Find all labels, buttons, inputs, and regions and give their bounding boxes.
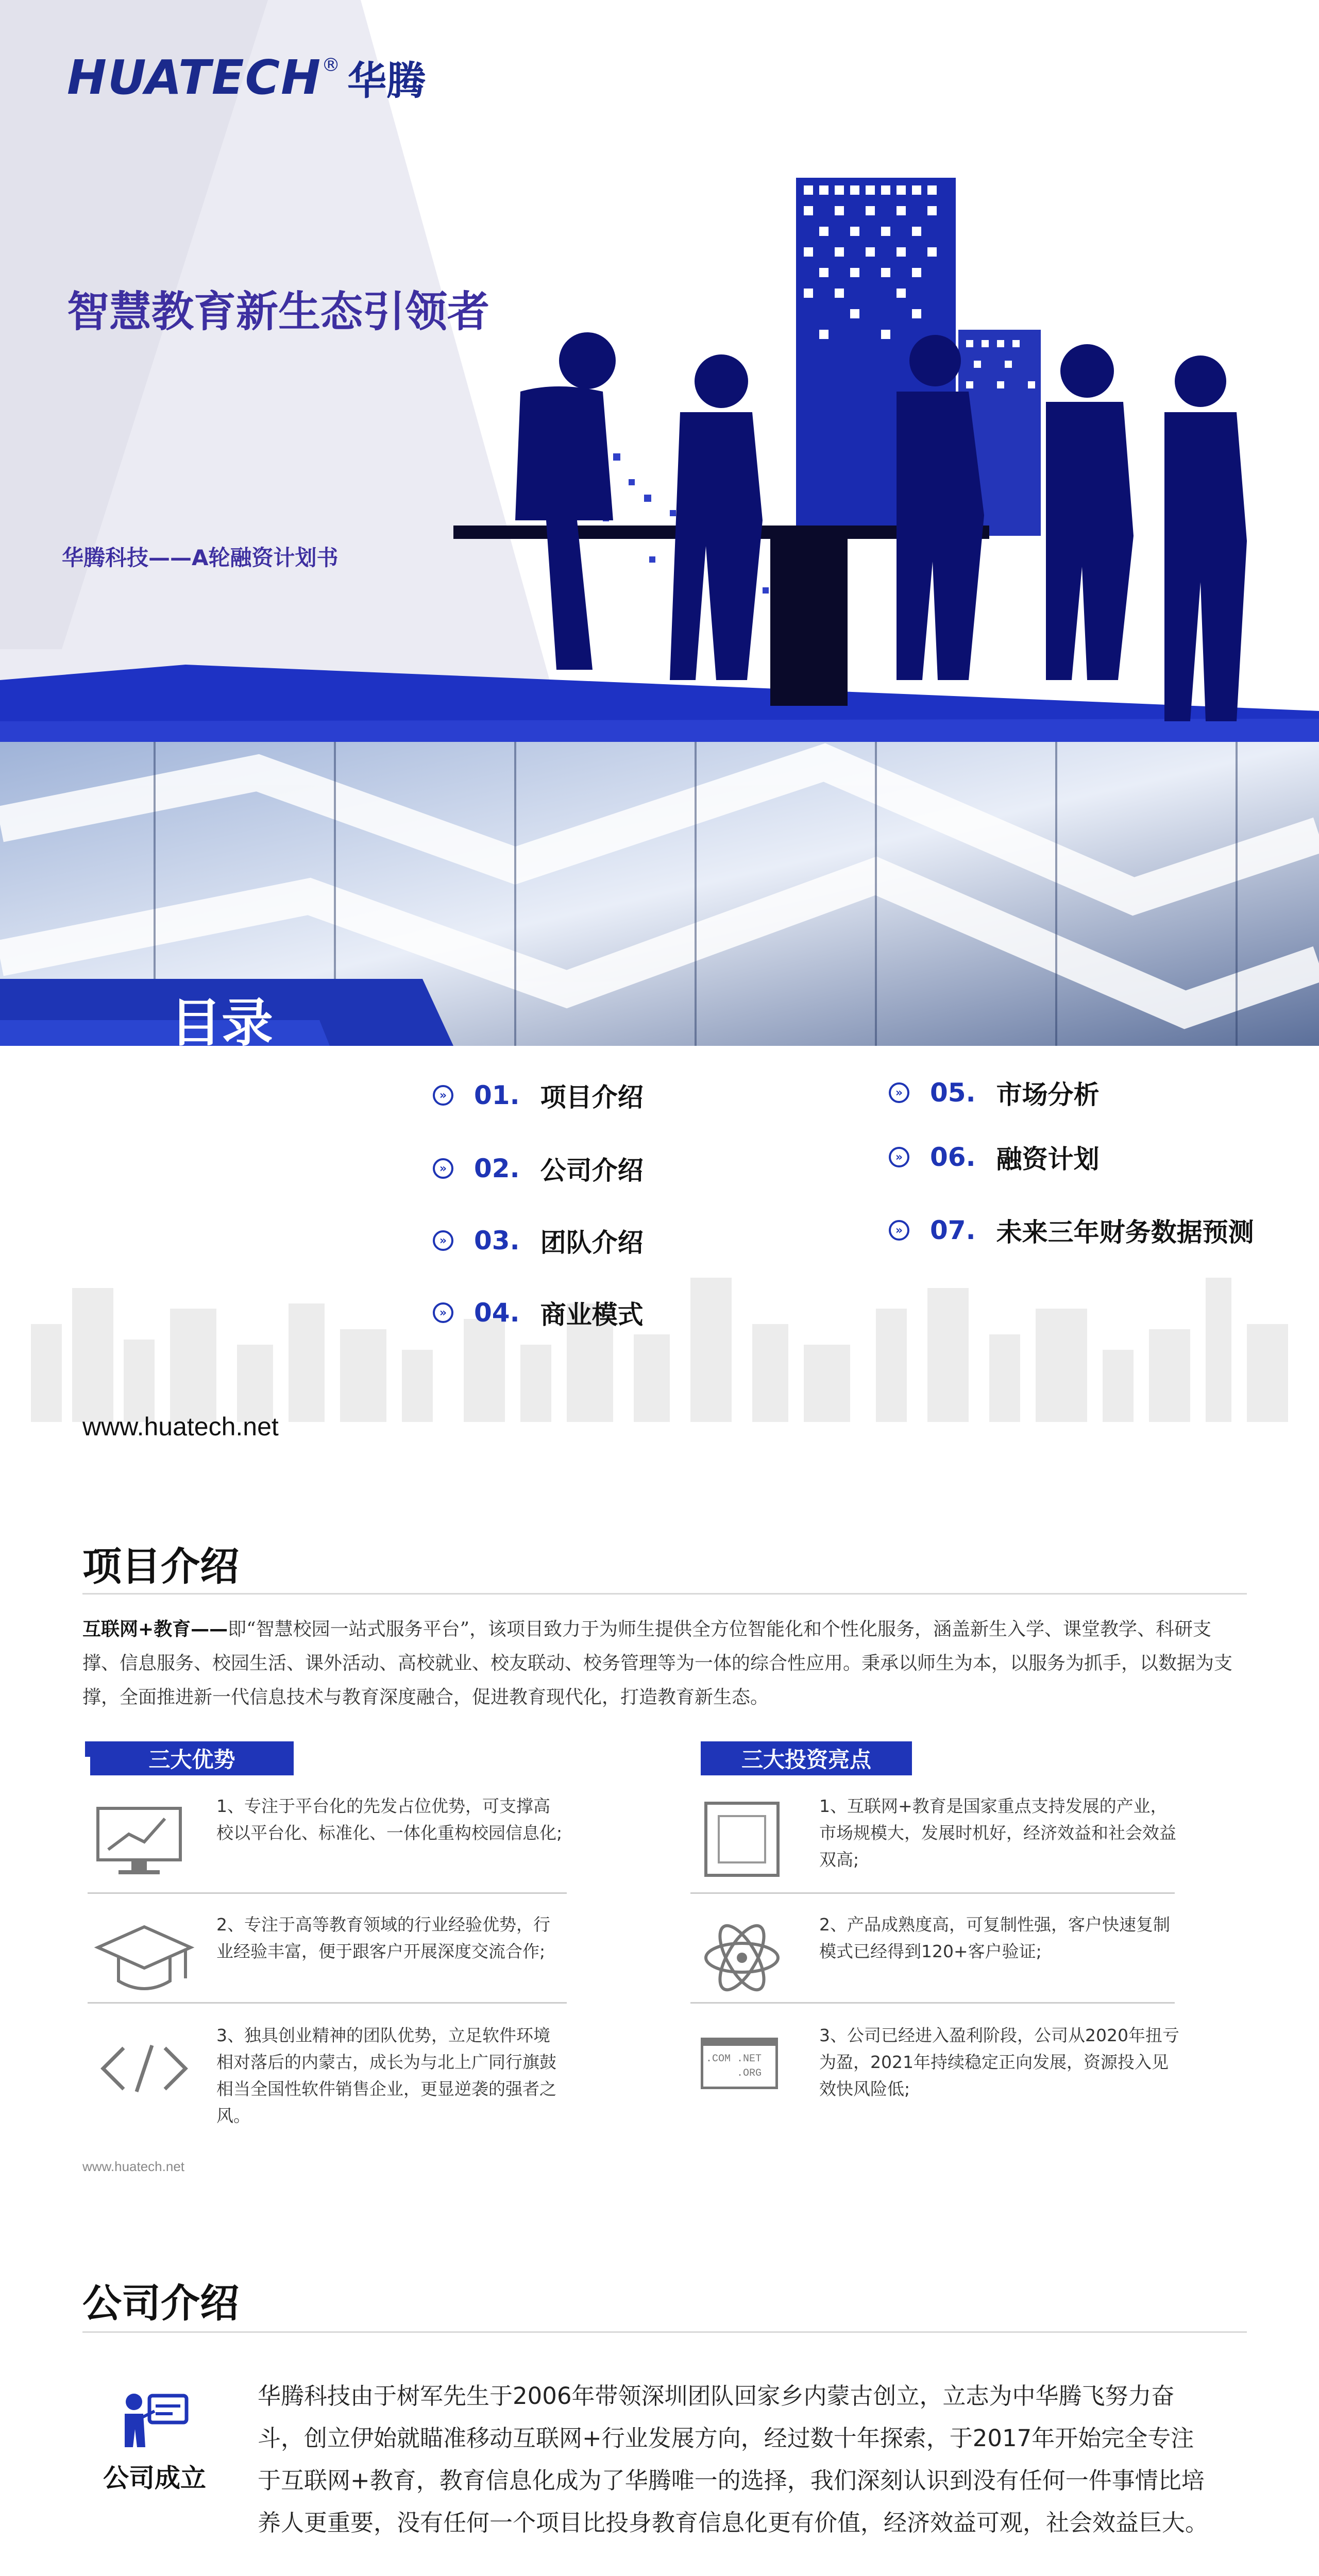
divider	[82, 1593, 1247, 1595]
domain-icon-line: .COM .NET	[706, 2053, 762, 2065]
advantages-tag: 三大优势	[90, 1741, 294, 1775]
toc-number: 02.	[474, 1154, 520, 1183]
chevron-circle-icon: »	[889, 1082, 909, 1103]
domain-window-icon	[690, 2022, 804, 2115]
advantage-text: 1、专注于平台化的先发占位优势，可支撑高校以平台化、标准化、一体化重构校园信息化;	[216, 1796, 563, 1843]
toc-item-company[interactable]	[433, 1150, 644, 1187]
highlight-row	[690, 1911, 1180, 2004]
toc-item-team[interactable]	[433, 1222, 644, 1259]
highlight-row	[690, 2022, 1180, 2115]
huatech-logo	[67, 49, 426, 106]
focus-frame-icon	[690, 1793, 804, 1886]
toc-item-market[interactable]	[889, 1074, 1100, 1111]
presenter-icon	[119, 2391, 191, 2452]
chevron-circle-icon: »	[433, 1085, 453, 1106]
divider	[88, 2002, 567, 2004]
toc-number: 05.	[930, 1078, 976, 1108]
tag-accent	[85, 1741, 90, 1757]
project-intro-text	[82, 1613, 1237, 1715]
divider	[88, 1892, 567, 1894]
highlight-text: 1、互联网+教育是国家重点支持发展的产业，市场规模大，发展时机好，经济效益和社会效益双高;	[819, 1796, 1176, 1870]
toc-number: 07.	[930, 1215, 976, 1245]
toc-label: 项目介绍	[540, 1082, 644, 1112]
advantage-row	[88, 1793, 567, 1886]
advantage-text: 3、独具创业精神的团队优势，立足软件环境相对落后的内蒙古，成长为与北上广同行旗鼓相当全国性软件销售企业，更显逆袭的强者之风。	[216, 2025, 556, 2126]
chevron-circle-icon: »	[433, 1230, 453, 1251]
chevron-circle-icon: »	[433, 1302, 453, 1323]
chevron-circle-icon: »	[889, 1147, 909, 1167]
highlight-text: 3、公司已经进入盈利阶段，公司从2020年扭亏为盈，2021年持续稳定正向发展，资源投入见效快风险低;	[819, 2025, 1179, 2099]
logo-latin-text: HUATECH	[67, 50, 322, 105]
toc-label: 商业模式	[540, 1300, 644, 1330]
toc-label: 未来三年财务数据预测	[996, 1217, 1254, 1247]
toc-label: 公司介绍	[540, 1156, 644, 1185]
registered-mark: ®	[322, 55, 341, 76]
toc-item-project[interactable]	[433, 1077, 644, 1114]
block-label: 公司成立	[103, 2463, 206, 2493]
atom-icon	[690, 1911, 804, 2004]
intro-lead: 互联网+教育——	[82, 1619, 228, 1640]
website-link[interactable]: www.huatech.net	[82, 1412, 279, 1441]
divider	[690, 2002, 1175, 2004]
company-intro-page	[0, 2226, 1319, 2576]
toc-label: 市场分析	[996, 1080, 1100, 1110]
advantage-row	[88, 1911, 567, 2004]
contents-background-art	[0, 742, 1319, 1484]
toc-label: 融资计划	[996, 1144, 1100, 1174]
block-text: 华腾科技由于树军先生于2006年带领深圳团队回家乡内蒙古创立，立志为中华腾飞努力奋斗，创立伊始就瞄准移动互联网+行业发展方向，经过数十年探索，于2017年开始完全专注于互联网+教育，教育信息化成为了华腾唯一的选择，我们深刻认识到没有任何一件事情比培养人更重要，没有任何一个项目比投身教育信息化更有价值，经济效益可观，社会效益巨大。	[258, 2382, 1209, 2536]
intro-body: 即“智慧校园一站式服务平台”，该项目致力于为师生提供全方位智能化和个性化服务，涵盖新生入学、课堂教学、科研支撑、信息服务、校园生活、课外活动、高校就业、校友联动、校务管理等为一体的综合性应用。秉承以师生为本，以服务为抓手，以数据为支撑，全面推进新一代信息技术与教育深度融合，促进教育现代化，打造教育新生态。	[82, 1619, 1233, 1708]
toc-number: 06.	[930, 1142, 976, 1172]
highlight-row	[690, 1793, 1180, 1886]
footer-website[interactable]: www.huatech.net	[82, 2159, 185, 2174]
chevron-circle-icon: »	[889, 1220, 909, 1241]
graduation-cap-icon	[88, 1911, 201, 2004]
toc-item-financial-forecast[interactable]	[889, 1212, 1254, 1249]
divider	[82, 2331, 1247, 2333]
project-intro-page	[0, 1484, 1319, 2226]
toc-label: 团队介绍	[540, 1228, 644, 1258]
section-title: 公司介绍	[82, 2280, 239, 2326]
contents-title: 目录	[170, 993, 273, 1053]
divider	[690, 1892, 1175, 1894]
toc-number: 01.	[474, 1080, 520, 1110]
cover-page	[0, 0, 1319, 742]
toc-number: 03.	[474, 1226, 520, 1256]
toc-item-financing[interactable]	[889, 1139, 1100, 1176]
toc-number: 04.	[474, 1298, 520, 1328]
cover-subtitle: 华腾科技——A轮融资计划书	[62, 545, 339, 570]
advantage-row	[88, 2022, 567, 2129]
cover-background-art	[0, 0, 1319, 742]
advantage-text: 2、专注于高等教育领域的行业经验优势，行业经验丰富，便于跟客户开展深度交流合作;	[216, 1914, 550, 1961]
monitor-chart-icon	[88, 1793, 201, 1886]
code-brackets-icon	[88, 2022, 201, 2115]
chevron-circle-icon: »	[433, 1158, 453, 1179]
toc-item-business-model[interactable]	[433, 1294, 644, 1331]
contents-page	[0, 742, 1319, 1484]
highlights-tag: 三大投资亮点	[701, 1741, 912, 1775]
cover-title: 智慧教育新生态引领者	[67, 287, 490, 336]
section-title: 项目介绍	[82, 1544, 239, 1589]
highlight-text: 2、产品成熟度高，可复制性强，客户快速复制模式已经得到120+客户验证;	[819, 1914, 1170, 1961]
logo-chinese-text: 华腾	[347, 58, 426, 104]
domain-icon-line: .ORG	[737, 2067, 762, 2079]
